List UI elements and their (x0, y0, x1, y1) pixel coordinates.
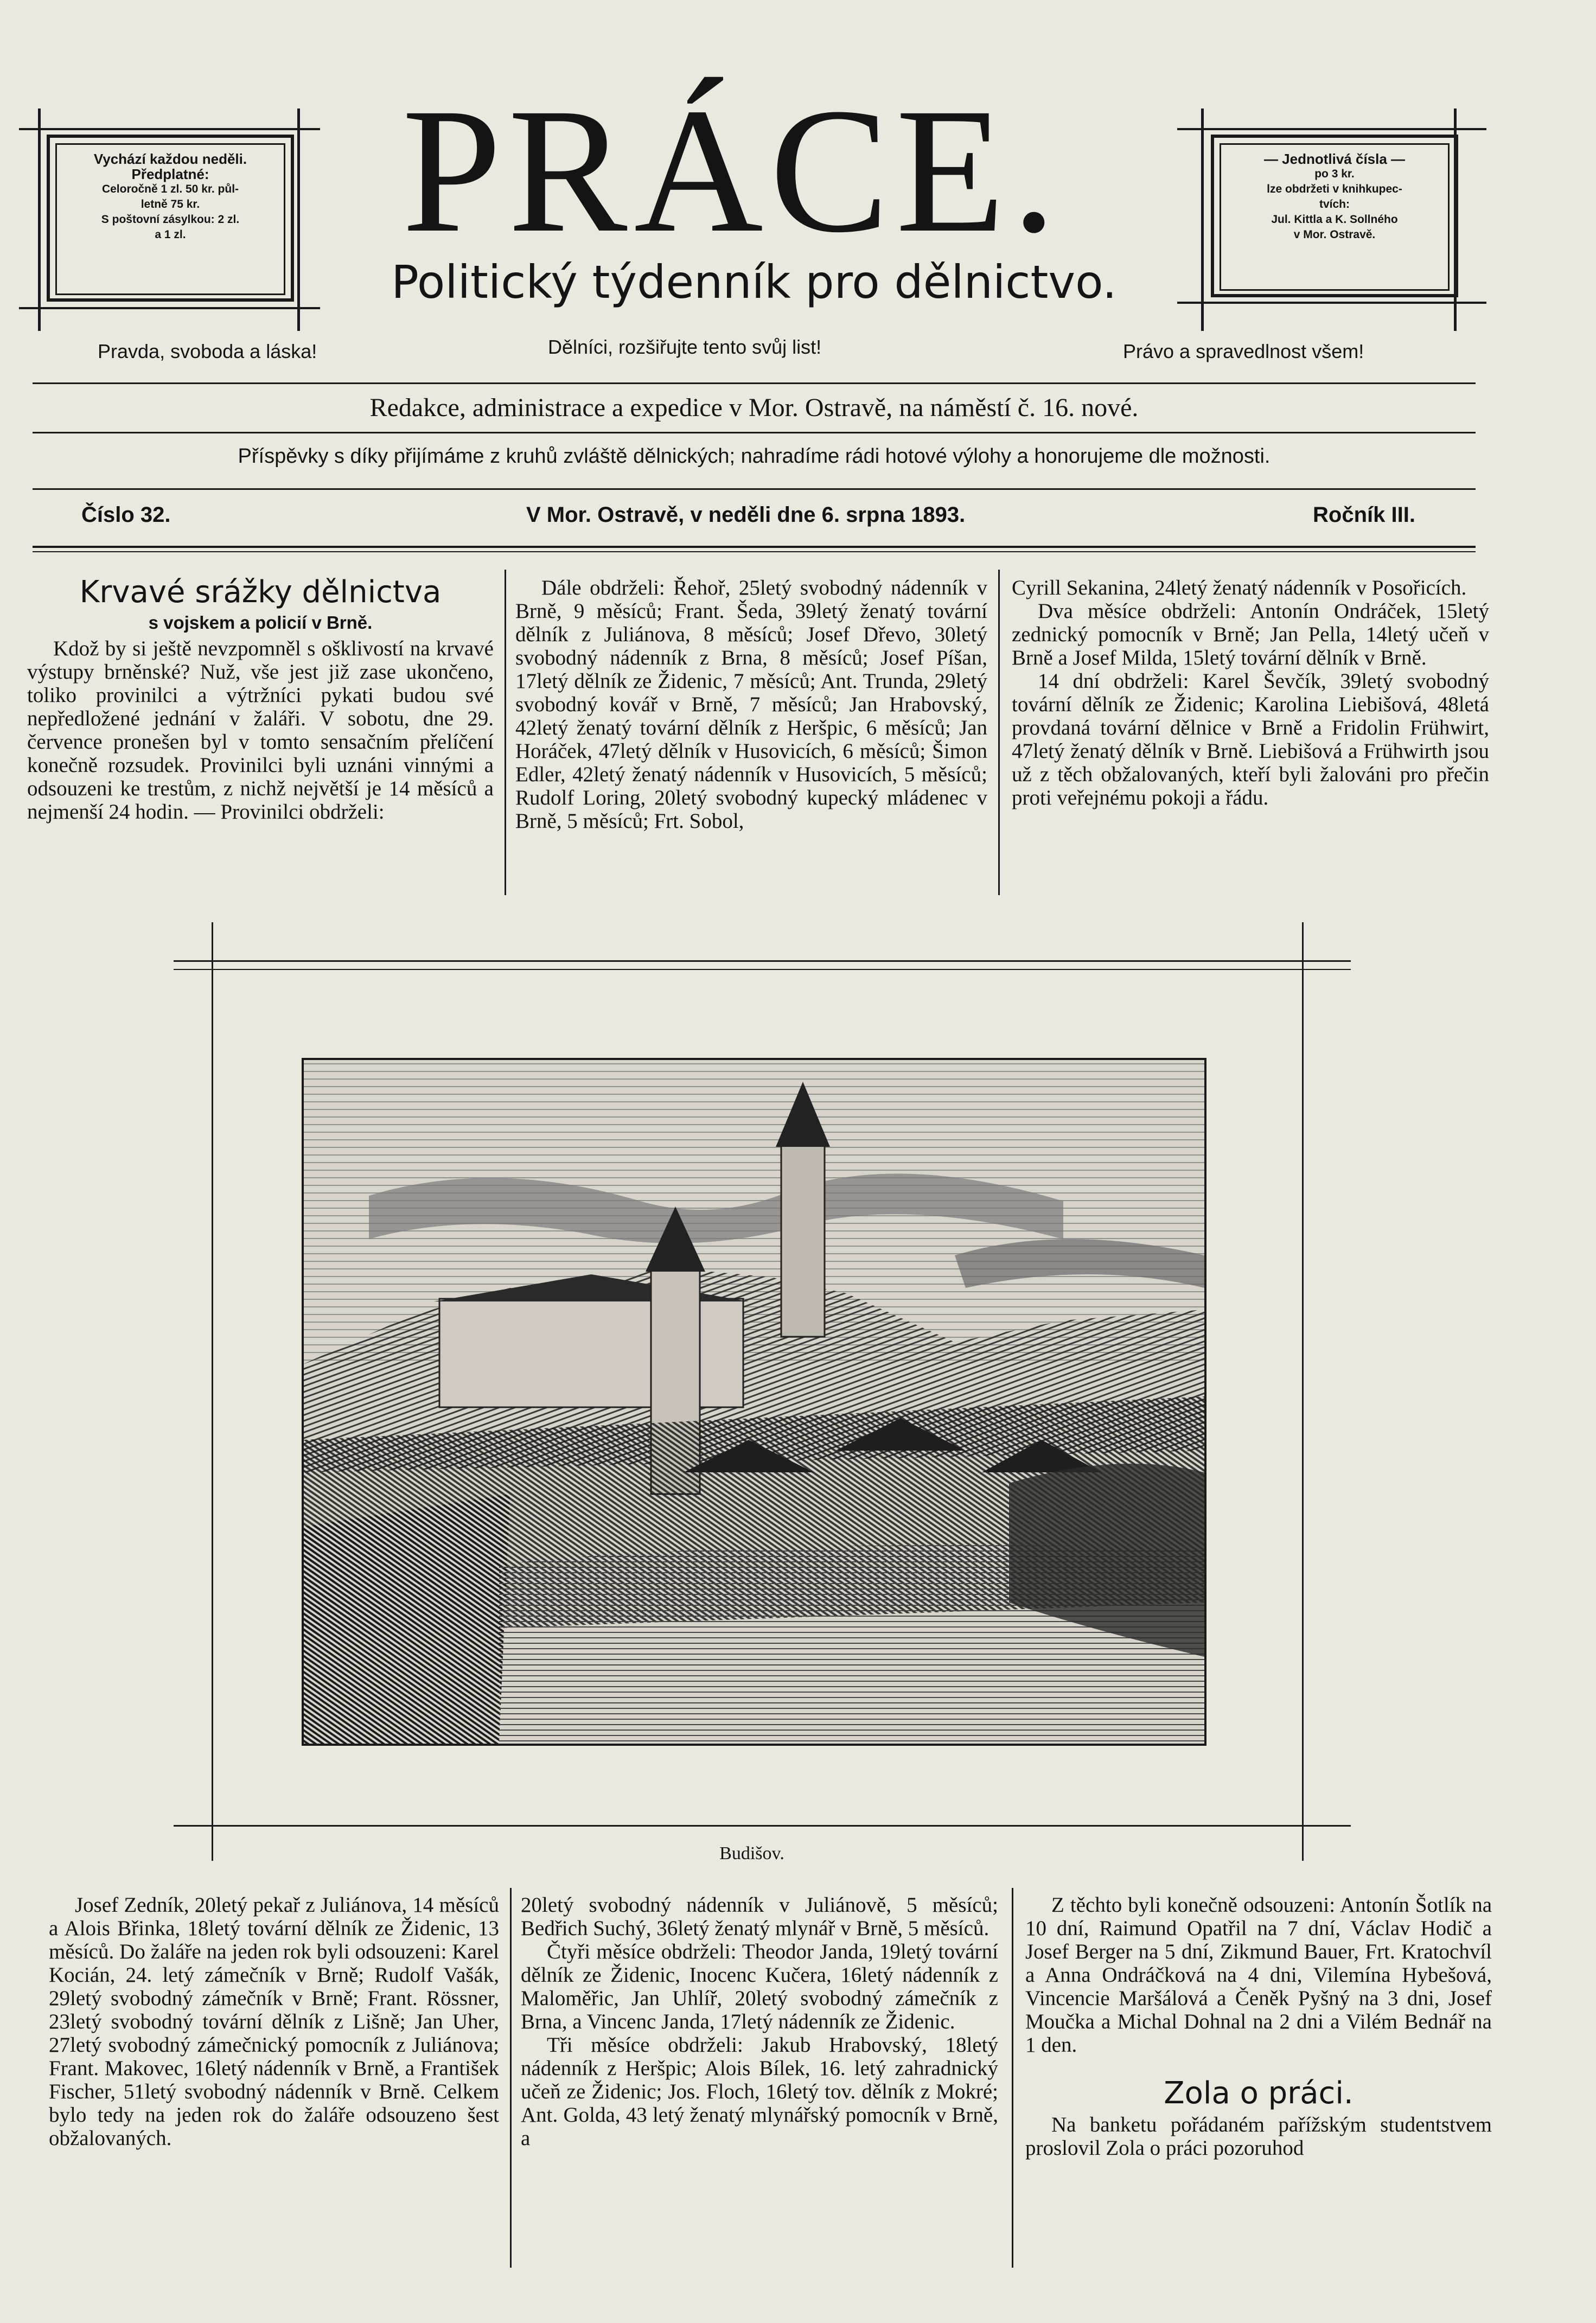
article1-paragraph-5: 14 dní obdrželi: Karel Ševčík, 39letý svobodný tovární dělník ze Židenic; Karolina Liebišová, 48letá provdaná tovární dělnice v Brně a Fridolin Frühwirt, 47letý ženatý dělník v Brně. Liebišová a Frühwirth jsou už z těch obžalovaných, kteří byli žalováni pro přečin proti veřejnému pokoji a řádu. (1012, 669, 1489, 809)
masthead-left-top-rule (19, 128, 320, 130)
motto-left: Pravda, svoboda a láska! (98, 340, 317, 362)
article2-paragraph-5: Z těchto byli konečně odsouzeni: Antonín Šotlík na 10 dní, Raimund Opatřil na 7 dní, Václav Hodič a Josef Berger na 5 dní, Zikmund Bauer, Frt. Kratochvíl a Anna Ondráčková na 4 dni, Vilemína Hybešová, Vincencie Maršálová a Čeněk Pyšný na 3 dni, Josef Moučka a Michal Dohnal na 2 dni a Vilém Bednář na 1 den. (1025, 1893, 1492, 2057)
illustration-frame-top-2 (174, 969, 1351, 970)
subscription-box (47, 135, 294, 302)
rule-above-redakce (33, 382, 1476, 384)
article1-column-2 (515, 576, 987, 833)
article1-paragraph-1: Kdož by si ještě nevzpomněl s ošklivostí na krvavé výstupy brněnské? Nuž, vše jest již zase ukončeno, toliko provinilci a výtržníci pykati budou své nepředložené jednání v žaláři. V sobotu, dne 29. července pronešen byl v tomto sensačním přelíčení konečně rozsudek. Provinilci byli uznáni vinnými a odsouzeni ke trestům, z nichž největší je 14 měsíců a nejmenší 24 hodin. — Provinilci obdrželi: (27, 637, 494, 824)
castle-tower (781, 1141, 825, 1337)
subscription-line-4: letně 75 kr. (141, 198, 200, 210)
foreground-building (304, 1494, 510, 1744)
article2-column-3 (1025, 1893, 1492, 2160)
rule-above-issue (33, 488, 1476, 490)
masthead-right-bottom-rule (1177, 302, 1486, 304)
masthead-left-bottom-rule (19, 307, 320, 309)
single-copy-line-4: tvích: (1319, 198, 1350, 210)
issue-date: V Mor. Ostravě, v neděli dne 6. srpna 1893. (526, 503, 966, 527)
article1-heading: Krvavé srážky dělnictva (79, 575, 442, 610)
article2-paragraph-3: Čtyři měsíce obdrželi: Theodor Janda, 19letý tovární dělník ze Židenic, Inocenc Kučera, 16letý nádenník z Maloměřic, Jan Uhlíř, 20letý svobodný zámečník z Brna, a Vincenc Janda, 17letý nádenník ze Židenic. (521, 1940, 998, 2033)
single-copy-line-5: Jul. Kittla a K. Sollného (1271, 213, 1398, 226)
article2-paragraph-1: Josef Zedník, 20letý pekař z Juliánova, 14 měsíců a Alois Břinka, 18letý tovární dělník ze Židenic, 13 měsíců. Do žaláře na jeden rok byli odsouzeni: Karel Kocián, 24. letý zámečník v Brně; Rudolf Vašák, 29letý svobodný zámečník v Brně; Frant. Rössner, 23letý svobodný tovární dělník z Lišně; Jan Uher, 27letý svobodný zámečnický pomocník z Juliánova; Frant. Makovec, 16letý nádenník v Brně, a František Fischer, 51letý svobodný nádenník v Brně. Celkem bylo tedy na jeden rok do žaláře odsouzeno šest obžalovaných. (49, 1893, 499, 2150)
article2-column-2 (521, 1893, 998, 2150)
masthead-right-top-rule (1177, 128, 1486, 130)
column-rule-4 (1012, 1888, 1013, 2268)
masthead-left-rule-2 (297, 109, 300, 331)
engraving-budisov (302, 1058, 1206, 1746)
zola-paragraph: Na banketu pořádaném pařížským studentstvem proslovil Zola o práci pozoruhod (1025, 2113, 1492, 2160)
article2-paragraph-2: 20letý svobodný nádenník v Juliánově, 5 měsíců; Bedřich Suchý, 36letý ženatý mlynář v Brně, 5 měsíců. (521, 1893, 998, 1940)
single-copy-line-3: lze obdržeti v knihkupec- (1267, 183, 1402, 195)
article1-paragraph-4: Dva měsíce obdrželi: Antonín Ondráček, 15letý zednický pomocník v Brně; Jan Pella, 14letý učeň v Brně a Josef Milda, 15letý tovární dělník v Brně. (1012, 599, 1489, 669)
illustration-caption: Budišov. (719, 1843, 784, 1863)
newspaper-subtitle: Politický týdenník pro dělnictvo. (391, 256, 1117, 309)
rule-above-prispevky (33, 432, 1476, 433)
article1-column-1 (27, 575, 494, 824)
contributions-notice: Příspěvky s díky přijímáme z kruhů zvláště dělnických; nahradíme rádi hotové výlohy a honorujeme dle možnosti. (238, 445, 1271, 468)
masthead-right-rule (1201, 109, 1204, 331)
issue-number: Číslo 32. (81, 503, 171, 527)
illustration-frame-top (174, 960, 1351, 962)
single-copy-box (1211, 135, 1458, 297)
zola-heading: Zola o práci. (1164, 2076, 1354, 2111)
subscription-line-6: a 1 zl. (155, 228, 186, 241)
article2-paragraph-4: Tři měsíce obdrželi: Jakub Hrabovský, 18letý nádenník z Heršpic; Alois Bílek, 16. letý zahradnický učeň ze Židenic; Jos. Floch, 16letý tov. dělník z Mokré; Ant. Golda, 43 letý ženatý mlynářský pomocník v Brně, a (521, 2033, 998, 2150)
issue-volume: Ročník III. (1313, 503, 1415, 527)
article2-column-1 (49, 1893, 499, 2150)
illustration-frame-left (212, 922, 213, 1861)
subscription-line-2: Předplatné: (131, 166, 209, 182)
column-rule-3 (510, 1888, 512, 2268)
engraving-drawing (304, 1060, 1204, 1744)
illustration-frame-right (1302, 922, 1304, 1861)
article1-paragraph-3: Cyrill Sekanina, 24letý ženatý nádenník v Posořicích. (1012, 576, 1467, 599)
article1-paragraph-2: Dále obdrželi: Řehoř, 25letý svobodný nádenník v Brně, 9 měsíců; Frant. Šeda, 39letý ženatý tovární dělník z Juliánova, 8 měsíců; Josef Dřevo, 30letý svobodný nádenník z Brna, 8 měsíců; Josef Píšan, 17letý dělník ze Židenic, 7 měsíců; Ant. Trunda, 29letý svobodný kovář v Brně, 7 měsíců; Jan Hrabovský, 42letý ženatý tovární dělník z Heršpic, 6 měsíců; Jan Horáček, 47letý dělník v Husovicích, 6 měsíců; Šimon Edler, 42letý ženatý nádenník v Husovicích, 5 měsíců; Rudolf Loring, 20letý svobodný kupecký mládenec v Brně, 5 měsíců; Frt. Sobol, (515, 576, 987, 833)
motto-right: Právo a spravedlnost všem! (1123, 340, 1364, 362)
motto-center: Dělníci, rozšiřujte tento svůj list! (548, 336, 822, 358)
single-copy-line-6: v Mor. Ostravě. (1293, 228, 1376, 241)
article1-column-3 (1012, 576, 1489, 809)
editorial-address: Redakce, administrace a expedice v Mor. Ostravě, na náměstí č. 16. nové. (369, 393, 1139, 422)
single-copy-line-1: — Jednotlivá čísla — (1263, 151, 1406, 167)
subscription-line-5: S poštovní zásylkou: 2 zl. (101, 213, 240, 226)
subscription-line-1: Vychází každou neděli. (93, 151, 247, 167)
newspaper-title: PRÁCE. (401, 72, 1063, 270)
column-rule-2 (998, 570, 1000, 895)
rule-below-issue-2 (33, 551, 1476, 552)
masthead-left-rule (38, 109, 41, 331)
rule-below-issue (33, 546, 1476, 548)
subscription-line-3: Celoročně 1 zl. 50 kr. půl- (101, 183, 239, 195)
article1-subheading: s vojskem a policií v Brně. (148, 612, 373, 633)
illustration-frame-bottom (174, 1825, 1351, 1827)
single-copy-line-2: po 3 kr. (1314, 168, 1355, 180)
column-rule-1 (505, 570, 506, 895)
